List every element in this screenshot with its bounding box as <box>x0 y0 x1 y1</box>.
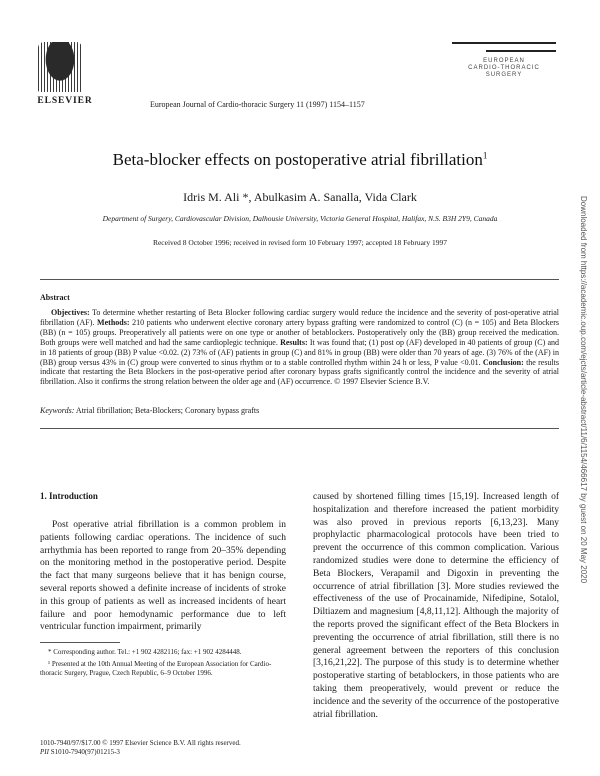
keywords <box>40 406 259 415</box>
pii-value: S1010-7940(97)01215-3 <box>48 748 120 756</box>
article-title-text: Beta-blocker effects on postoperative atrial fibrillation <box>112 150 483 169</box>
methods-label: Methods: <box>97 317 130 327</box>
elsevier-tree-logo <box>38 42 82 92</box>
article-title <box>0 150 600 170</box>
abstract-body <box>40 308 559 387</box>
objectives-label: Objectives: <box>51 308 90 317</box>
author-list: Idris M. Ali *, Abulkasim A. Sanalla, Vida Clark <box>183 190 417 204</box>
copyright-block <box>40 739 241 757</box>
conclusion-label: Conclusion: <box>482 357 524 367</box>
copyright-line: 1010-7940/97/$17.00 © 1997 Elsevier Science B.V. All rights reserved. <box>40 739 241 747</box>
intro-paragraph-col2: caused by shortened filling times [15,19]. Increased length of hospitalization and therefore increased the patient morbidity was also proved in previous reports [6,13,23]. Many prophylactic pharmacological protocols have been tried to prevent the occurrence of this common complication. Various randomized studies were done to determine the efficiency of Beta Blockers, Verapamil and Digoxin in preventing the occurrence of atrial fibrillation [3]. More studies reviewed the effectiveness of the use of Procainamide, Nifedipine, Sotalol, Diltiazem and magnesium [4,8,11,12]. Although the majority of the reports proved the significant effect of the Beta Blockers in preventing the occurrence of atrial fibrillation, still there is no general agreement between the reporters of this conclusion [3,16,21,22]. The purpose of this study is to determine whether postoperative starting of betablockers, in those patients who are taking them preoperatively, would prevent or reduce the incidence and the severity of the occurrence of the postoperative atrial fibrillation. <box>313 492 559 720</box>
journal-logo-bar <box>452 42 556 44</box>
journal-logo-line-3: SURGERY <box>485 72 523 78</box>
objectives-text: To determine whether restarting of Beta Blocker following cardiac surgery would reduce the incidence and the severity of post-operative atrial fibrillation (AF). <box>40 308 559 327</box>
title-footnote-mark: 1 <box>482 150 488 161</box>
journal-logo-bar <box>486 50 556 52</box>
keywords-label: Keywords: <box>40 406 75 415</box>
results-label: Results: <box>280 337 308 347</box>
journal-logo <box>452 42 556 96</box>
footnote-divider <box>40 642 120 643</box>
affiliation: Department of Surgery, Cardiovascular Division, Dalhousie University, Victoria General Hospital, Halifax, N.S. B3H 2Y9, Canada <box>102 214 498 223</box>
abstract-heading: Abstract <box>40 293 70 302</box>
results-text: It was found that; (1) post op (AF) developed in 40 patients of group (C) and in 18 patients of group (BB) P value <0.02. (2) 73% of (AF) patients in group (C) and 81% in group (BB) were older than 70 years of age. (3) 76% of the (AF) in (BB) group versus 43% in (C) group were converted to sinus rhythm or to a stable controlled rhythm within 24 h or less, P value <0.01. <box>40 337 560 367</box>
keywords-text: Atrial fibrillation; Beta-Blockers; Coronary bypass grafts <box>74 406 260 415</box>
publisher-name: ELSEVIER <box>37 96 93 106</box>
intro-paragraph-col1: Post operative atrial fibrillation is a common problem in patients following cardiac operations. The incidence of such arrhythmia has been reported to range from 20–35% depending on the monitoring method in the postoperative period. Despite the fact that many surgeons believe that it has benign course, several reports showed a definite increase of incidents of stroke in this group of patients as well as increased incidents of heart failure and poor hemodynamic performance due to left ventricular function impairment, primarily <box>40 520 286 633</box>
footnotes <box>40 648 286 681</box>
journal-logo-line-2: CARDIO-THORACIC <box>468 65 540 71</box>
journal-citation: European Journal of Cardio-thoracic Surgery 11 (1997) 1154–1157 <box>150 100 365 109</box>
pii-label: PII <box>40 748 49 756</box>
received-dates: Received 8 October 1996; received in revised form 10 February 1997; accepted 18 February 1997 <box>152 238 448 247</box>
divider-top <box>40 279 559 280</box>
footnote-corresponding: * Corresponding author. Tel.: +1 902 4282116; fax: +1 902 4284448. <box>48 648 242 656</box>
conclusion-text: the results indicate that restarting the Beta Blockers in the post-operative period after coronary bypass grafts significantly control the incidence and the severity of atrial fibrillation. Also it confirms the strong relation between the older age and (AF) occurrence. © 1997 Elsevier Science B.V. <box>40 357 559 387</box>
pii-line <box>40 748 241 757</box>
divider-bottom <box>40 428 559 429</box>
footnote-presented: ¹ Presented at the 10th Annual Meeting of the European Association for Cardio-thoracic Surgery, Prague, Czech Republic, 6–9 October 1996. <box>40 660 272 677</box>
journal-logo-line-1: EUROPEAN <box>483 58 525 64</box>
section-heading-introduction: 1. Introduction <box>40 491 98 501</box>
download-watermark: Downloaded from https://academic.oup.com/ejcts/article-abstract/11/6/1154/466617 by guest on 20 May 2020 <box>579 196 588 584</box>
methods-text: 210 patients who underwent elective coronary artery bypass grafting were randomized to control (C) (n = 105) and Beta Blockers (BB) (n = 105) groups. Preoperatively all patients were on one type or another of betablockers. Postoperatively only the (BB) group received the medication. Both groups were well matched and had the same cardioplegic technique. <box>40 317 559 347</box>
